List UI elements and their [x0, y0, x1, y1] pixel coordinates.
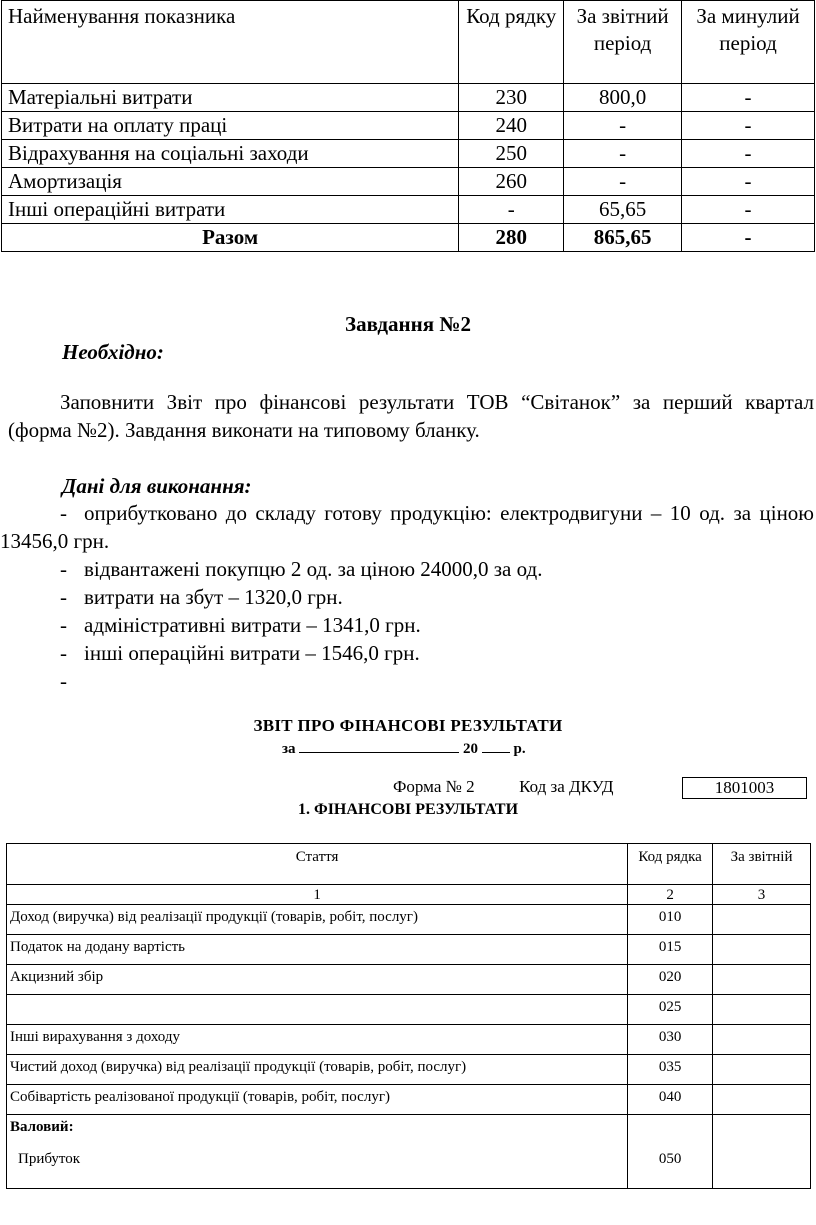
- row-name: Відрахування на соціальні заходи: [2, 140, 459, 168]
- row-name: Амортизація: [2, 168, 459, 196]
- report-period: [282, 738, 526, 758]
- row-value-cell[interactable]: [713, 905, 811, 935]
- table-row: [7, 995, 811, 1025]
- row-value-cell[interactable]: [713, 1085, 811, 1115]
- row-code: 010: [628, 905, 713, 935]
- expenses-table: [1, 0, 815, 252]
- bullet-dash: -: [60, 669, 67, 693]
- table-row: [7, 1055, 811, 1085]
- col-number: 1: [7, 885, 628, 905]
- section-title: 1. ФІНАНСОВІ РЕЗУЛЬТАТИ: [297, 801, 519, 818]
- report-title: ЗВІТ ПРО ФІНАНСОВІ РЕЗУЛЬТАТИ: [253, 716, 563, 735]
- list-item-text: відвантажені покупцю 2 од. за ціною 24000,0 за од.: [84, 557, 543, 581]
- row-previous: -: [682, 112, 815, 140]
- dkud-code-box: 1801003: [682, 777, 807, 799]
- bullet-dash: -: [60, 501, 67, 525]
- header-previous-period: За минулий період: [682, 1, 815, 84]
- form-line: [393, 777, 614, 797]
- table-row: [2, 140, 815, 168]
- gross-cell: [7, 1115, 628, 1189]
- period-prefix: за: [282, 741, 296, 757]
- table-row: [2, 168, 815, 196]
- header-reporting: За звітній: [713, 844, 811, 885]
- row-code: 035: [628, 1055, 713, 1085]
- profit-code-cell: [628, 1115, 713, 1189]
- row-value-cell[interactable]: [713, 1025, 811, 1055]
- row-previous: -: [682, 84, 815, 112]
- expenses-table-header: [2, 1, 815, 84]
- need-label: Необхідно:: [62, 340, 164, 364]
- bullet-dash: -: [60, 613, 67, 637]
- list-item-text: оприбутковано до складу готову продукцію: електродвигуни – 10 од. за ціною 13456,0 грн.: [0, 501, 814, 553]
- row-code: 250: [459, 140, 564, 168]
- list-item-text: адміністративні витрати – 1341,0 грн.: [84, 613, 421, 637]
- table-row: [7, 1025, 811, 1055]
- year-blank-line: [482, 738, 510, 753]
- data-label: Дані для виконання:: [62, 474, 252, 498]
- col-number: 3: [713, 885, 811, 905]
- row-label: Податок на додану вартість: [7, 935, 628, 965]
- form-label: Форма № 2: [393, 777, 475, 796]
- row-current: -: [564, 140, 682, 168]
- header-article: Стаття: [7, 844, 628, 885]
- header-current-period: За звітний період: [564, 1, 682, 84]
- row-code: -: [459, 196, 564, 224]
- task-paragraph: Заповнити Звіт про фінансові результати ТОВ “Світанок” за перший квартал (форма №2). Завдання виконати на типовому бланку.: [8, 390, 814, 442]
- gross-label: Валовий:: [10, 1119, 74, 1135]
- row-name: Інші операційні витрати: [2, 196, 459, 224]
- table-row: [7, 1085, 811, 1115]
- row-code: 025: [628, 995, 713, 1025]
- row-label: Собівартість реалізованої продукції (товарів, робіт, послуг): [7, 1085, 628, 1115]
- total-previous: -: [682, 224, 815, 252]
- task-bullet-list: [0, 499, 814, 695]
- row-label: Чистий доход (виручка) від реалізації продукції (товарів, робіт, послуг): [7, 1055, 628, 1085]
- row-code: 260: [459, 168, 564, 196]
- bullet-dash: -: [60, 585, 67, 609]
- row-name: Матеріальні витрати: [2, 84, 459, 112]
- row-value-cell[interactable]: [713, 935, 811, 965]
- results-table-header: [7, 844, 811, 885]
- row-label: Доход (виручка) від реалізації продукції (товарів, робіт, послуг): [7, 905, 628, 935]
- row-previous: -: [682, 140, 815, 168]
- table-row: [7, 965, 811, 995]
- period-year: 20: [463, 741, 479, 757]
- header-row-code: Код рядку: [459, 1, 564, 84]
- total-code: 280: [459, 224, 564, 252]
- header-row-code: Код рядка: [628, 844, 713, 885]
- gross-profit-row: [7, 1115, 811, 1189]
- list-item: [0, 639, 814, 667]
- row-value-cell[interactable]: [713, 965, 811, 995]
- dkud-label: Код за ДКУД: [519, 777, 614, 796]
- bullet-dash: -: [60, 641, 67, 665]
- list-item: [0, 583, 814, 611]
- bullet-dash: -: [60, 557, 67, 581]
- profit-label: Прибуток: [18, 1151, 81, 1167]
- period-blank-line: [299, 738, 459, 753]
- profit-code: 050: [658, 1151, 682, 1167]
- row-label: Інші вирахування з доходу: [7, 1025, 628, 1055]
- table-row: [2, 84, 815, 112]
- table-row: [2, 112, 815, 140]
- row-code: 040: [628, 1085, 713, 1115]
- row-code: 030: [628, 1025, 713, 1055]
- period-suffix: р.: [513, 741, 526, 757]
- list-item: [0, 499, 814, 555]
- list-item-text: інші операційні витрати – 1546,0 грн.: [84, 641, 420, 665]
- col-number: 2: [628, 885, 713, 905]
- list-item: [0, 611, 814, 639]
- row-code: 020: [628, 965, 713, 995]
- total-label: Разом: [2, 224, 459, 252]
- row-code: 240: [459, 112, 564, 140]
- total-current: 865,65: [564, 224, 682, 252]
- row-current: -: [564, 112, 682, 140]
- task-title: Завдання №2: [345, 312, 471, 336]
- row-label: Акцизний збір: [7, 965, 628, 995]
- list-item-text: витрати на збут – 1320,0 грн.: [84, 585, 343, 609]
- row-previous: -: [682, 196, 815, 224]
- table-row: [2, 196, 815, 224]
- row-current: -: [564, 168, 682, 196]
- row-value-cell[interactable]: [713, 995, 811, 1025]
- column-number-row: [7, 885, 811, 905]
- row-value-cell[interactable]: [713, 1055, 811, 1085]
- row-current: 65,65: [564, 196, 682, 224]
- list-item: [0, 555, 814, 583]
- row-current: 800,0: [564, 84, 682, 112]
- row-code: 015: [628, 935, 713, 965]
- header-indicator-name: Найменування показника: [2, 1, 459, 84]
- row-label: [7, 995, 628, 1025]
- table-row: [7, 935, 811, 965]
- financial-results-table: [6, 843, 811, 1189]
- list-item: [0, 667, 814, 695]
- row-previous: -: [682, 168, 815, 196]
- row-name: Витрати на оплату праці: [2, 112, 459, 140]
- row-value-cell[interactable]: [713, 1115, 811, 1189]
- total-row: [2, 224, 815, 252]
- table-row: [7, 905, 811, 935]
- row-code: 230: [459, 84, 564, 112]
